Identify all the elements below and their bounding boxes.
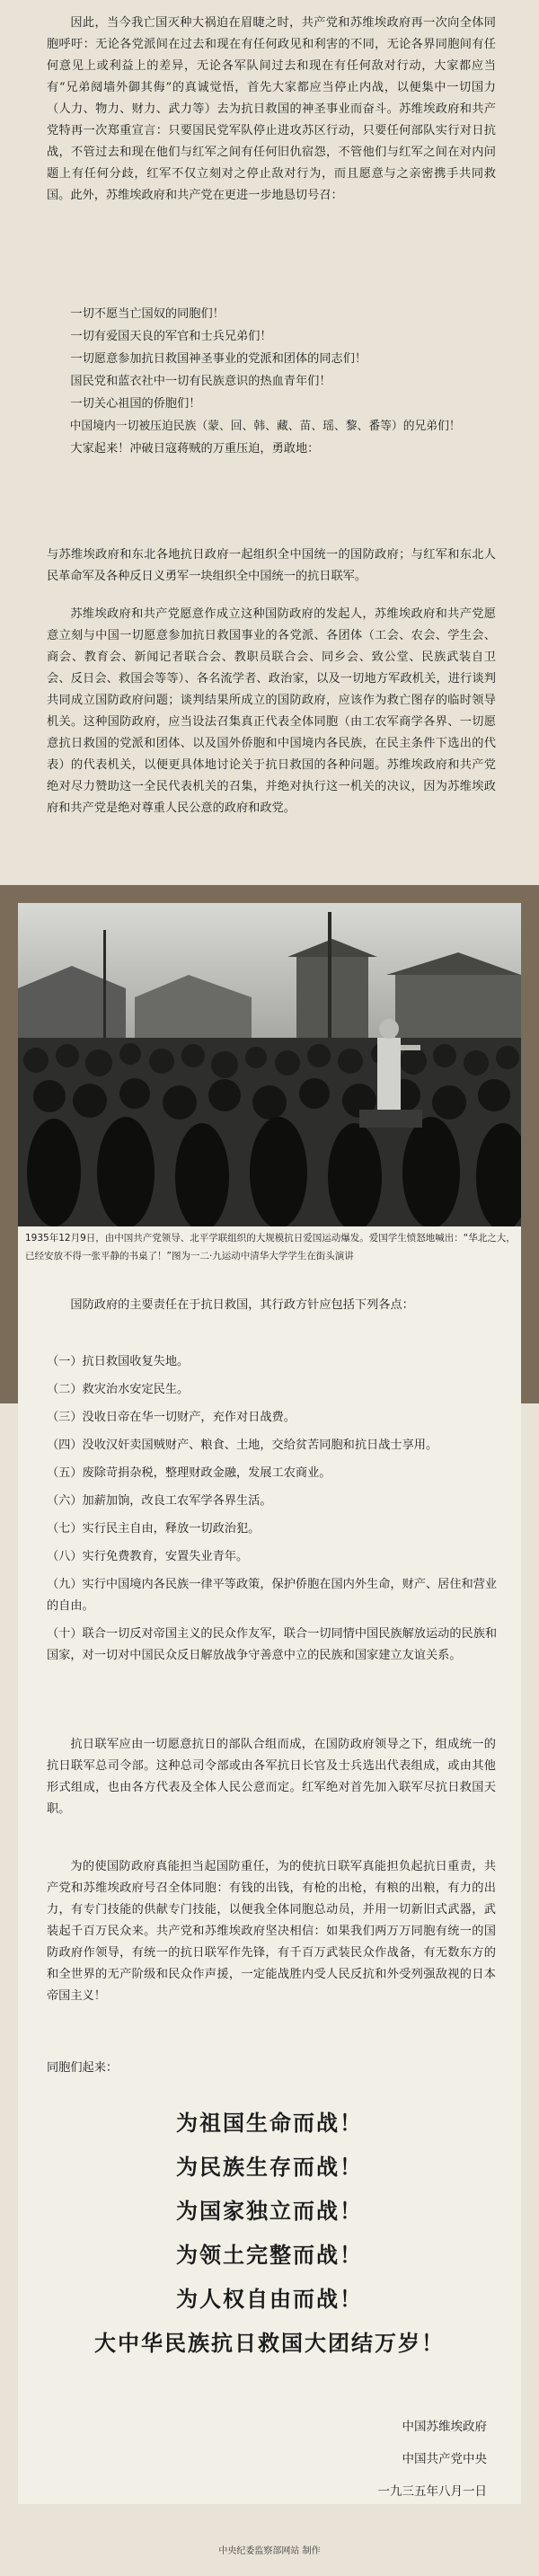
battle-cry: 为人权自由而战！ [176, 2286, 363, 2312]
battle-cry: 为祖国生命而战！ [176, 2110, 363, 2136]
slogan-item: 大家起来！冲破日寇蒋贼的万重压迫，勇敢地： [70, 442, 320, 456]
task-item: （八）实行免费教育，安置失业青年。 [47, 1550, 249, 1563]
tasks-intro-section [47, 1295, 496, 1316]
task-item: （五）废除苛捐杂税，整理财政金融，发展工农商业。 [47, 1466, 331, 1480]
battle-cry: 为民族生存而战！ [176, 2154, 363, 2180]
govt-section [47, 604, 496, 819]
intro-paragraph: 因此，当今我亡国灭种大祸迫在眉睫之时，共产党和苏维埃政府再一次向全体同胞呼吁：无论各党派间在过去和现在有任何政见和利害的不同，无论各界同胞间有任何意见上或利益上的差异，无论各军队间过去和现在有任何敌对行动，大家都应当有“兄弟阋墙外御其侮”的真诚觉悟，首先大家都应当停止内战，以便集中一切国力（人力、物力、财力、武力等）去为抗日救国的神圣事业而奋斗。苏维埃政府和共产党特再一次郑重宣言：只要国民党军队停止进攻苏区行动，只要任何部队实行对日抗战，不管过去和现在他们与红军之间有任何旧仇宿怨，不管他们与红军之间在对内问题上有任何分歧，红军不仅立刻对之停止敌对行为，而且愿意与之亲密携手共同救国。此外，苏维埃政府和共产党在更进一步地恳切号召： [47, 16, 496, 202]
tasks-intro: 国防政府的主要责任在于抗日救国，其行政方针应包括下列各点： [70, 1298, 414, 1312]
signature-party: 中国共产党中央 [402, 2452, 487, 2466]
slogan-item: 国民党和蓝衣社中一切有民族意识的热血青年们！ [70, 375, 331, 388]
task-item: （七）实行民主自由，释放一切政治犯。 [47, 1522, 261, 1536]
footer-credit: 中央纪委监察部网站 制作 [218, 2546, 321, 2556]
battle-cry: 为领土完整而战！ [176, 2242, 363, 2268]
army-section [47, 1734, 496, 1820]
task-item: （九）实行中国境内各民族一律平等政策，保护侨胞在国内外生命，财产、居住和营业的自由。 [47, 1578, 498, 1613]
task-item: （二）救灾治水安定民生。 [47, 1383, 190, 1396]
comrades-call: 同胞们起来： [47, 2061, 119, 2075]
photo-caption: 1935年12月9日，由中国共产党领导、北平学联组织的大规模抗日爱国运动爆发。爱国学生愤怒地喊出：“华北之大，已经安放不得一张平静的书桌了！”图为一二·九运动中清华大学学生在街头演讲 [25, 1233, 516, 1261]
battle-cry: 为国家独立而战！ [176, 2198, 363, 2224]
signature-block [378, 2411, 488, 2508]
task-item: （四）没收汉奸卖国贼财产、粮食、土地，交给贫苦同胞和抗日战士享用。 [47, 1438, 438, 1452]
battle-cry: 大中华民族抗日救国大团结万岁！ [94, 2330, 445, 2356]
slogan-list [47, 303, 514, 460]
signature-date: 一九三五年八月一日 [377, 2484, 487, 2499]
task-item: （六）加薪加饷，改良工农军学各界生活。 [47, 1494, 272, 1508]
duty-section [47, 1856, 496, 2007]
duty-paragraph: 为的使国防政府真能担当起国防重任，为的使抗日联军真能担负起抗日重责，共产党和苏维埃政府号召全体同胞：有钱的出钱，有枪的出枪，有粮的出粮，有力的出力，有专门技能的供献专门技能，以便我全体同胞总动员，并用一切新旧式武器，武装起千百万民众来。共产党和苏维埃政府坚决相信：如果我们两万万同胞有统一的国防政府作领导，有统一的抗日联军作先锋，有千百万武装民众作战备，有无数东方的和全世界的无产阶级和民众作声援，一定能战胜内受人民反抗和外受列强敌视的日本帝国主义！ [47, 1860, 496, 2003]
slogan-item: 一切关心祖国的侨胞们！ [70, 397, 201, 411]
front-paragraph: 与苏维埃政府和东北各地抗日政府一起组织全中国统一的国防政府；与红军和东北人民革命军及各种反日义勇军一块组织全中国统一的抗日联军。 [47, 548, 496, 583]
slogan-item: 一切愿意参加抗日救国神圣事业的党派和团体的同志们！ [70, 352, 367, 366]
signature-govt: 中国苏维埃政府 [402, 2420, 487, 2434]
slogan-item: 一切有爱国天良的军官和士兵兄弟们！ [70, 330, 272, 343]
slogan-item: 中国境内一切被压迫民族（蒙、回、韩、藏、苗、瑶、黎、番等）的兄弟们！ [69, 420, 461, 433]
front-section [47, 544, 496, 588]
comrades-section [47, 2058, 496, 2079]
historical-photo [18, 903, 521, 1226]
tasks-list [47, 1351, 505, 1673]
crowd-photo-illustration [18, 903, 521, 1226]
army-paragraph: 抗日联军应由一切愿意抗日的部队合组而成，在国防政府领导之下，组成统一的抗日联军总司令部。这种总司令部或由各军抗日长官及士兵选出代表组成，或由其他形式组成，也由各方代表及全体人民公意而定。红军绝对首先加入联军尽抗日救国天职。 [47, 1738, 496, 1816]
govt-paragraph: 苏维埃政府和共产党愿意作成立这种国防政府的发起人，苏维埃政府和共产党愿意立刻与中国一切愿意参加抗日救国事业的各党派、各团体（工会、农会、学生会、商会、教育会、新闻记者联合会、教职员联合会、同乡会、致公堂、民族武装自卫会、反日会、救国会等等）、各名流学者、政治家，以及一切地方军政机关，进行谈判共同成立国防政府问题；谈判结果所成立的国防政府，应该作为救亡图存的临时领导机关。这种国防政府，应当设法召集真正代表全体同胞（由工农军商学各界、一切愿意抗日救国的党派和团体、以及国外侨胞和中国境内各民族，在民主条件下选出的代表）的代表机关，以便更具体地讨论关于抗日救国的各种问题。苏维埃政府和共产党绝对尽力赞助这一全民代表机关的召集，并绝对执行这一机关的决议，因为苏维埃政府和共产党是绝对尊重人民公意的政府和政党。 [47, 607, 496, 815]
intro-section [47, 13, 496, 207]
task-item: （一）抗日救国收复失地。 [47, 1355, 190, 1368]
task-item: （三）没收日帝在华一切财产，充作对日战费。 [47, 1411, 296, 1424]
slogan-item: 一切不愿当亡国奴的同胞们！ [70, 307, 225, 321]
task-item: （十）联合一切反对帝国主义的民众作友军，联合一切同情中国民族解放运动的民族和国家，对一切对中国民众反日解放战争守善意中立的民族和国家建立友谊关系。 [47, 1627, 498, 1662]
